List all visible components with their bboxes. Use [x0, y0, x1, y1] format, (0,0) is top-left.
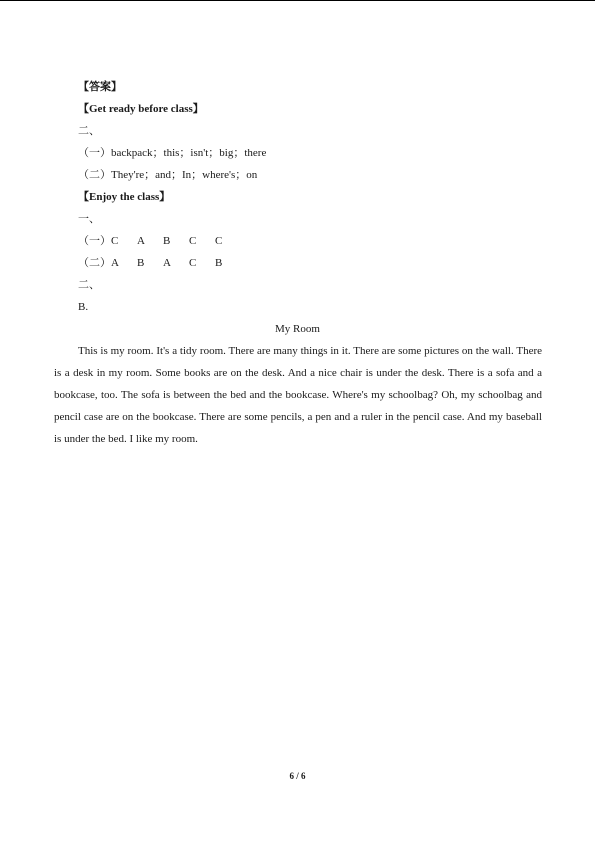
answer-row-2-label: （二） [78, 257, 111, 269]
answer-line-1: （一）backpack；this；isn't；big；there [78, 147, 267, 159]
answer-row-1-label: （一） [78, 235, 111, 247]
answer-cell: A [163, 257, 171, 269]
answer-cell: A [111, 257, 119, 269]
answer-row-2 [78, 256, 241, 270]
get-ready-heading: 【Get ready before class】 [78, 103, 204, 115]
answer-line-2: （二）They're；and；In；where's；on [78, 169, 258, 181]
answer-cell: C [189, 257, 197, 269]
essay-title: My Room [275, 323, 320, 335]
item-b-label: B. [78, 301, 89, 313]
part-two-label-b: 二、 [78, 279, 100, 291]
page-number: 6 / 6 [289, 771, 306, 781]
part-one-label: 一、 [78, 213, 100, 225]
answer-cell: B [163, 235, 171, 247]
essay-paragraph: This is my room. It's a tidy room. There are many things in it. There are some pictures on the wall. There is a desk in my room. Some books are on the desk. And a nice chair is under the desk. There is a sofa and a bookcase, too. The sofa is between the bed and the bookcase. Where's my schoolbag? Oh, my schoolbag and pencil case are on the bookcase. There are some pencils, a pen and a ruler in the pencil case. And my baseball is under the bed. I like my room. [54, 345, 542, 445]
answer-cell: B [137, 257, 145, 269]
answer-cell: B [215, 257, 223, 269]
answer-heading: 【答案】 [78, 81, 122, 93]
part-two-label: 二、 [78, 125, 100, 137]
answer-cell: C [189, 235, 197, 247]
answer-cell: C [111, 235, 119, 247]
enjoy-class-heading: 【Enjoy the class】 [78, 191, 171, 203]
answer-row-1 [78, 234, 241, 248]
answer-cell: A [137, 235, 145, 247]
answer-cell: C [215, 235, 223, 247]
top-border [0, 0, 595, 1]
